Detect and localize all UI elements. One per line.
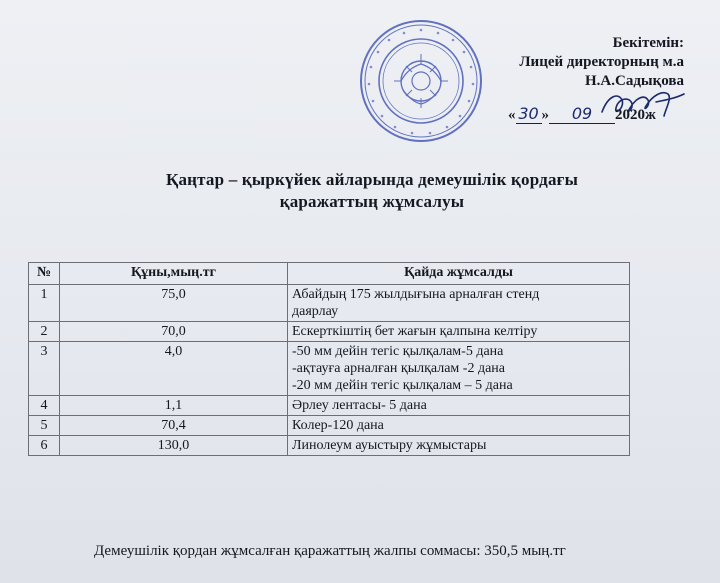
table-row xyxy=(29,416,630,436)
approval-date xyxy=(508,104,656,124)
row-purpose xyxy=(288,342,630,396)
row-cost: 75,0 xyxy=(60,285,288,322)
table-row xyxy=(29,322,630,342)
row-purpose xyxy=(288,285,630,322)
table-row xyxy=(29,285,630,322)
row-purpose xyxy=(288,396,630,416)
row-purpose xyxy=(288,416,630,436)
title-line-1: Қаңтар – қыркүйек айларында демеушілік қордағы xyxy=(165,170,579,189)
purpose-line: -ақтауға арналған қылқалам -2 дана xyxy=(292,361,506,376)
purpose-line: даярлау xyxy=(292,304,339,319)
row-cost: 1,1 xyxy=(60,396,288,416)
date-close-quote: » xyxy=(541,107,549,123)
purpose-line: Колер-120 дана xyxy=(292,418,384,433)
row-cost: 4,0 xyxy=(60,342,288,396)
purpose-line: Линолеум ауыстыру жұмыстары xyxy=(292,438,487,453)
approval-name: Н.А.Садықова xyxy=(584,73,684,89)
approval-heading: Бекітемін: xyxy=(612,35,684,51)
document-title xyxy=(92,169,652,213)
title-line-2: қаражаттың жұмсалуы xyxy=(279,192,465,211)
header-number: № xyxy=(29,263,60,285)
purpose-line: -20 мм дейін тегіс қылқалам – 5 дана xyxy=(292,378,513,393)
table-row xyxy=(29,436,630,456)
row-number: 5 xyxy=(29,416,60,436)
date-year: 2020ж xyxy=(615,107,656,123)
row-cost: 70,4 xyxy=(60,416,288,436)
row-number: 2 xyxy=(29,322,60,342)
total-sum-line: Демеушілік қордан жұмсалған қаражаттың жалпы соммасы: 350,5 мың.тг xyxy=(94,543,566,559)
purpose-line: Абайдың 175 жылдығына арналған стенд xyxy=(292,287,540,302)
row-number: 6 xyxy=(29,436,60,456)
row-number: 3 xyxy=(29,342,60,396)
row-cost: 130,0 xyxy=(60,436,288,456)
purpose-line: -50 мм дейін тегіс қылқалам-5 дана xyxy=(292,344,504,359)
row-purpose xyxy=(288,436,630,456)
official-seal-stamp xyxy=(358,18,484,144)
row-number: 1 xyxy=(29,285,60,322)
purpose-line: Ескерткіштің бет жағын қалпына келтіру xyxy=(292,324,538,339)
expense-table xyxy=(28,262,630,456)
table-header-row xyxy=(29,263,630,285)
approval-position: Лицей директорның м.а xyxy=(519,54,684,70)
date-open-quote: « xyxy=(508,107,516,123)
table-row xyxy=(29,396,630,416)
date-month: 09 xyxy=(549,104,615,124)
row-number: 4 xyxy=(29,396,60,416)
date-day: 30 xyxy=(516,104,542,124)
header-purpose: Қайда жұмсалды xyxy=(288,263,630,285)
header-cost: Құны,мың.тг xyxy=(60,263,288,285)
row-cost: 70,0 xyxy=(60,322,288,342)
expense-table-wrapper xyxy=(28,262,630,456)
row-purpose xyxy=(288,322,630,342)
purpose-line: Әрлеу лентасы- 5 дана xyxy=(292,398,427,413)
table-row xyxy=(29,342,630,396)
